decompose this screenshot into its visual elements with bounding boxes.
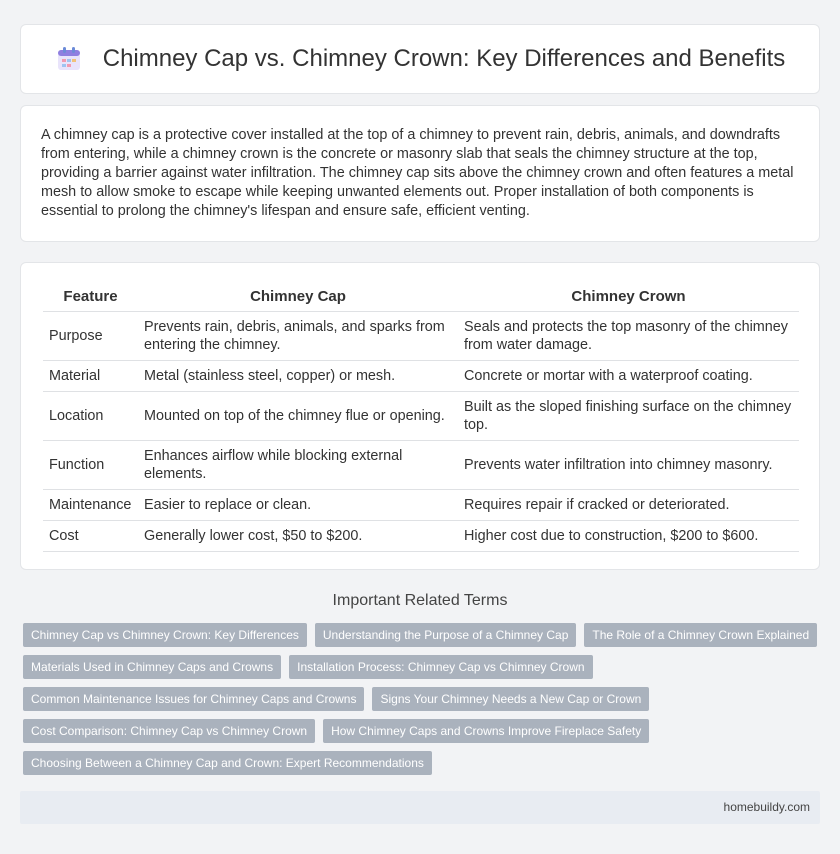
table-row [43,360,799,391]
related-terms-list [23,623,823,783]
row-cap-value: Easier to replace or clean. [138,489,458,520]
row-feature: Maintenance [43,489,138,520]
related-term-link[interactable]: Signs Your Chimney Needs a New Cap or Crown [372,687,649,711]
row-cap-value: Metal (stainless steel, copper) or mesh. [138,360,458,391]
calendar-icon [55,45,83,73]
related-term-link[interactable]: Understanding the Purpose of a Chimney Cap [315,623,576,647]
row-crown-value: Prevents water infiltration into chimney masonry. [458,440,799,489]
comparison-table-card [20,262,820,570]
row-cap-value: Enhances airflow while blocking external elements. [138,440,458,489]
related-term-link[interactable]: Common Maintenance Issues for Chimney Caps and Crowns [23,687,364,711]
row-cap-value: Mounted on top of the chimney flue or opening. [138,391,458,440]
row-crown-value: Requires repair if cracked or deteriorated. [458,489,799,520]
intro-text: A chimney cap is a protective cover installed at the top of a chimney to prevent rain, debris, animals, and downdrafts from entering, while a chimney crown is the concrete or masonry slab that seals the chimney structure at the top, providing a barrier against water infiltration. The chimney cap sits above the chimney crown and often features a metal mesh to allow smoke to escape while keeping unwanted elements out. Proper installation of both components is essential to prolong the chimney's lifespan and ensure safe, efficient venting. [41,127,794,219]
row-crown-value: Seals and protects the top masonry of the chimney from water damage. [458,311,799,360]
row-feature: Material [43,360,138,391]
row-feature: Cost [43,520,138,551]
page-header [20,24,820,94]
row-cap-value: Prevents rain, debris, animals, and sparks from entering the chimney. [138,311,458,360]
table-row [43,440,799,489]
row-feature: Purpose [43,311,138,360]
row-crown-value: Higher cost due to construction, $200 to $600. [458,520,799,551]
related-term-link[interactable]: Installation Process: Chimney Cap vs Chimney Crown [289,655,592,679]
related-term-link[interactable]: How Chimney Caps and Crowns Improve Fireplace Safety [323,719,649,743]
table-header-row [43,283,799,311]
column-header-chimney-crown: Chimney Crown [458,283,799,311]
row-crown-value: Concrete or mortar with a waterproof coating. [458,360,799,391]
related-terms-heading: Important Related Terms [332,592,508,609]
row-feature: Location [43,391,138,440]
table-row [43,489,799,520]
row-crown-value: Built as the sloped finishing surface on the chimney top. [458,391,799,440]
site-name[interactable]: homebuildy.com [723,800,810,814]
table-row [43,520,799,551]
page-title: Chimney Cap vs. Chimney Crown: Key Differences and Benefits [102,45,786,72]
related-term-link[interactable]: Choosing Between a Chimney Cap and Crown: Expert Recommendations [23,751,432,775]
comparison-table [43,283,799,552]
column-header-chimney-cap: Chimney Cap [138,283,458,311]
related-term-link[interactable]: Chimney Cap vs Chimney Crown: Key Differences [23,623,307,647]
table-row [43,311,799,360]
row-feature: Function [43,440,138,489]
page-footer [20,791,820,824]
column-header-feature: Feature [43,283,138,311]
related-term-link[interactable]: Cost Comparison: Chimney Cap vs Chimney Crown [23,719,315,743]
row-cap-value: Generally lower cost, $50 to $200. [138,520,458,551]
related-term-link[interactable]: Materials Used in Chimney Caps and Crowns [23,655,281,679]
intro-card [20,105,820,242]
table-row [43,391,799,440]
related-term-link[interactable]: The Role of a Chimney Crown Explained [584,623,817,647]
